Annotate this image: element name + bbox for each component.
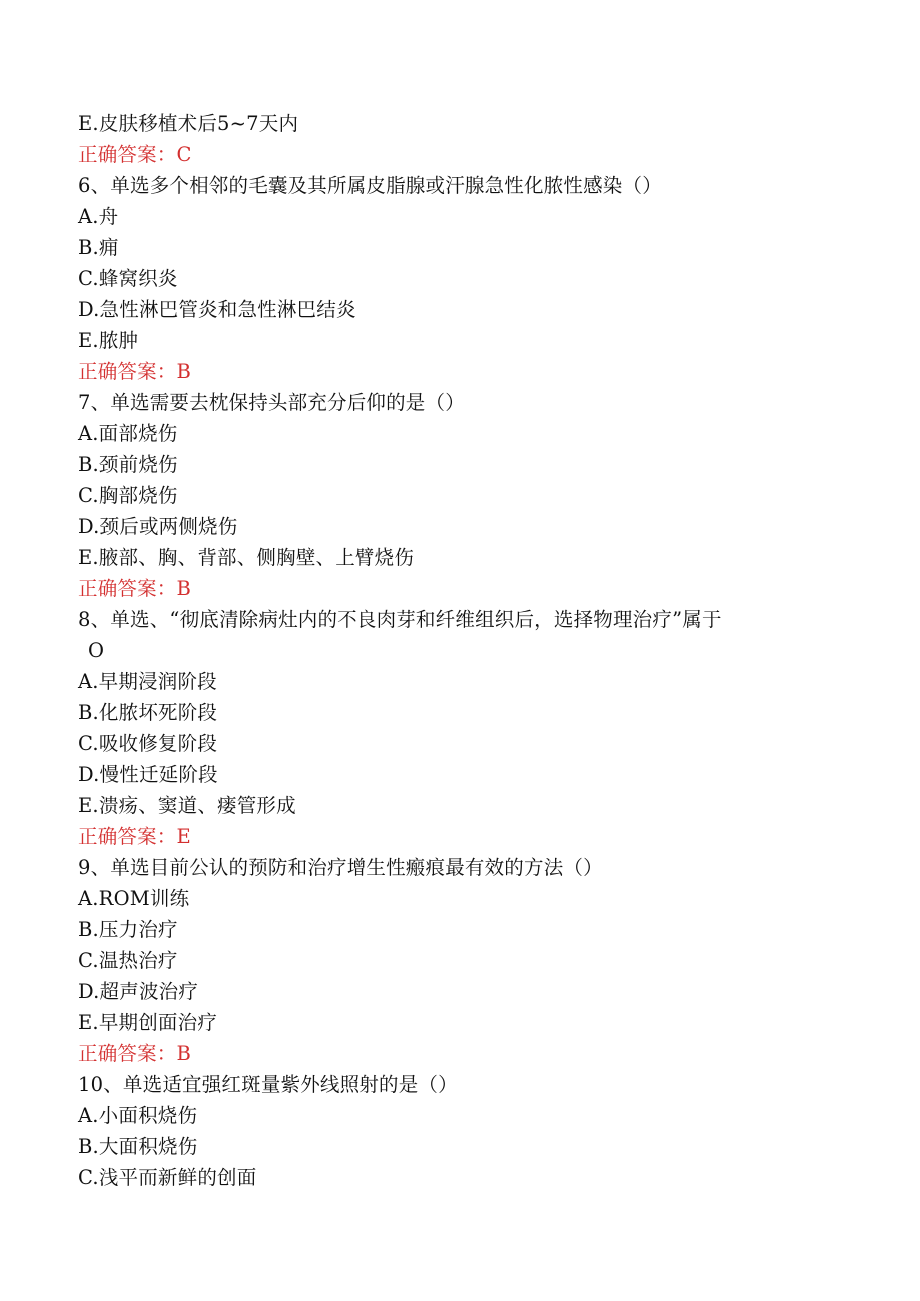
question-stem: 8、单选、“彻底清除病灶内的不良肉芽和纤维组织后，选择物理治疗”属于 [78, 608, 722, 631]
correct-answer [78, 573, 838, 604]
answer-label: 正确答案： [78, 143, 177, 166]
option-d: D.急性淋巴管炎和急性淋巴结炎 [78, 298, 356, 321]
option-e: E.皮肤移植术后5~7天内 [78, 112, 299, 135]
option-a: A.小面积烧伤 [78, 1104, 198, 1127]
option-b: B.大面积烧伤 [78, 1135, 198, 1158]
question-stem: 7、单选需要去枕保持头部充分后仰的是（） [78, 391, 465, 414]
option-d: D.慢性迁延阶段 [78, 763, 218, 786]
option-e: E.早期创面治疗 [78, 1011, 218, 1034]
question-stem: 9、单选目前公认的预防和治疗增生性瘢痕最有效的方法（） [78, 856, 603, 879]
option-b: B.痈 [78, 236, 119, 259]
answer-label: 正确答案： [78, 577, 177, 600]
option-a: A.舟 [78, 205, 119, 228]
option-b: B.颈前烧伤 [78, 453, 178, 476]
option-c: C.胸部烧伤 [78, 484, 178, 507]
option-c: C.蜂窝织炎 [78, 267, 178, 290]
correct-answer [78, 356, 838, 387]
answer-label: 正确答案： [78, 360, 177, 383]
question-stem: 10、单选适宜强红斑量紫外线照射的是（） [78, 1073, 458, 1096]
option-c: C.浅平而新鲜的创面 [78, 1166, 257, 1189]
answer-label: 正确答案： [78, 825, 177, 848]
correct-answer [78, 139, 838, 170]
option-b: B.压力治疗 [78, 918, 178, 941]
option-c: C.温热治疗 [78, 949, 178, 972]
correct-answer [78, 821, 838, 852]
question-stem: 6、单选多个相邻的毛囊及其所属皮脂腺或汗腺急性化脓性感染（） [78, 174, 662, 197]
answer-label: 正确答案： [78, 1042, 177, 1065]
answer-value: B [176, 360, 192, 383]
answer-value: B [176, 577, 192, 600]
option-d: D.颈后或两侧烧伤 [78, 515, 238, 538]
option-c: C.吸收修复阶段 [78, 732, 218, 755]
option-e: E.脓肿 [78, 329, 139, 352]
option-d: D.超声波治疗 [78, 980, 199, 1003]
question-stem-continuation: O [88, 639, 105, 662]
option-a: A.ROM训练 [78, 887, 190, 910]
option-a: A.面部烧伤 [78, 422, 178, 445]
answer-value: E [176, 825, 191, 848]
question-list [78, 108, 838, 1193]
option-e: E.腋部、胸、背部、侧胸壁、上臂烧伤 [78, 546, 415, 569]
option-e: E.溃疡、窦道、瘘管形成 [78, 794, 296, 817]
answer-value: B [176, 1042, 192, 1065]
option-a: A.早期浸润阶段 [78, 670, 217, 693]
answer-value: C [176, 143, 192, 166]
correct-answer [78, 1038, 838, 1069]
option-b: B.化脓坏死阶段 [78, 701, 218, 724]
